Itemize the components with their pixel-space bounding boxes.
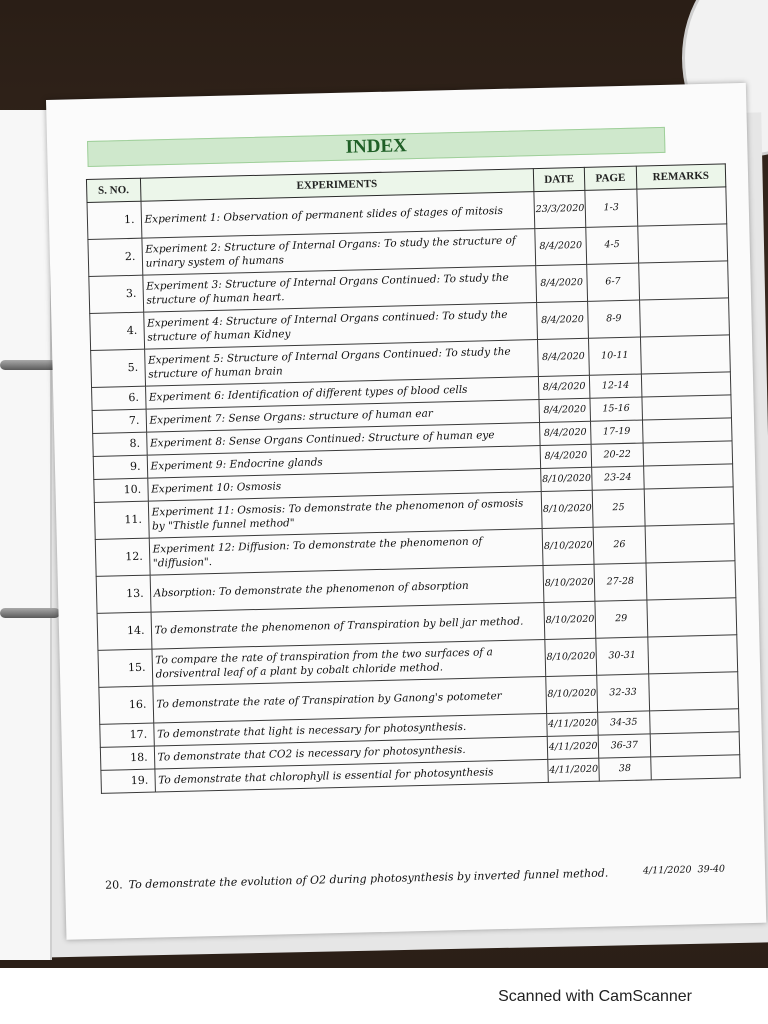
row-remarks: [649, 709, 739, 734]
row-date: 4/11/2020: [642, 864, 692, 877]
row-experiment: To demonstrate the evolution of O2 during photosynthesis by inverted funnel method.: [128, 866, 609, 892]
table-row-extra: [105, 864, 725, 893]
row-remarks: [647, 635, 737, 674]
row-experiment: Experiment 2: Structure of Internal Organs: To study the structure of urinary system of humans: [142, 229, 536, 276]
row-experiment: Experiment 11: Osmosis: To demonstrate the phenomenon of osmosis by "Thistle funnel method": [148, 492, 542, 539]
row-date: 8/10/2020: [543, 564, 595, 602]
row-date: 4/11/2020: [548, 758, 600, 782]
scanner-watermark: Scanned with CamScanner: [498, 988, 692, 1005]
row-experiment: Experiment 5: Structure of Internal Organs Continued: To study the structure of human brain: [144, 340, 538, 387]
row-date: 4/11/2020: [547, 735, 599, 759]
row-page: 36-37: [598, 734, 650, 758]
row-experiment: To demonstrate the rate of Transpiration by Ganong's potometer: [152, 676, 546, 723]
row-sno: 5.: [91, 349, 145, 387]
row-sno: 18.: [100, 746, 154, 770]
index-table: [86, 163, 741, 793]
row-date: 8/4/2020: [535, 227, 587, 265]
row-remarks: [639, 298, 729, 337]
row-remarks: [644, 487, 734, 526]
row-experiment: To demonstrate the phenomenon of Transpiration by bell jar method.: [151, 602, 545, 649]
row-page: 29: [595, 600, 647, 638]
row-experiment: Experiment 1: Observation of permanent slides of stages of mitosis: [141, 192, 535, 239]
row-sno: 12.: [95, 538, 149, 576]
row-page: 8-9: [588, 300, 640, 338]
table-body: [87, 187, 740, 793]
row-page: 34-35: [598, 711, 650, 735]
row-sno: 7.: [92, 409, 146, 433]
row-page: 1-3: [585, 189, 637, 227]
row-date: 4/11/2020: [546, 712, 598, 736]
row-date: 8/4/2020: [536, 301, 588, 339]
row-page: 15-16: [590, 397, 642, 421]
row-remarks: [642, 418, 732, 443]
row-experiment: To demonstrate that CO2 is necessary for photosynthesis.: [154, 736, 548, 769]
row-remarks: [643, 441, 733, 466]
row-date: 8/10/2020: [541, 490, 593, 528]
row-sno: 16.: [99, 686, 153, 724]
row-date: 8/10/2020: [540, 467, 592, 491]
row-sno: 6.: [92, 386, 146, 410]
row-remarks: [636, 187, 726, 226]
header-date: DATE: [533, 167, 585, 191]
row-experiment: To compare the rate of transpiration from the two surfaces of a dorsiventral leaf of a plant by cobalt chloride method.: [152, 639, 546, 686]
row-remarks: [638, 261, 728, 300]
row-page: 30-31: [596, 637, 648, 675]
header-experiments: EXPERIMENTS: [140, 169, 534, 202]
row-page: 20-22: [591, 443, 643, 467]
row-sno: 17.: [100, 723, 154, 747]
row-sno: 2.: [88, 238, 142, 276]
row-sno: 19.: [101, 769, 155, 793]
row-sno: 15.: [98, 649, 152, 687]
row-sno: 13.: [96, 575, 150, 613]
row-page: 17-19: [591, 420, 643, 444]
row-remarks: [646, 561, 736, 600]
row-page: 6-7: [587, 263, 639, 301]
row-remarks: [640, 335, 730, 374]
header-sno: S. NO.: [86, 178, 140, 202]
row-experiment: Experiment 6: Identification of different types of blood cells: [145, 377, 539, 410]
row-page: 10-11: [589, 337, 641, 375]
row-remarks: [643, 464, 733, 489]
row-sno: 9.: [93, 455, 147, 479]
row-sno: 1.: [87, 201, 141, 239]
row-experiment: Absorption: To demonstrate the phenomenon of absorption: [150, 565, 544, 612]
row-experiment: To demonstrate that light is necessary for photosynthesis.: [153, 713, 547, 746]
row-sno: 11.: [94, 501, 148, 539]
row-date: 8/4/2020: [538, 375, 590, 399]
row-page: 26: [593, 526, 645, 564]
row-page: 38: [599, 757, 651, 781]
row-remarks: [650, 732, 740, 757]
row-sno: 3.: [89, 275, 143, 313]
row-experiment: Experiment 8: Sense Organs Continued: Structure of human eye: [146, 423, 540, 456]
binder-ring: [0, 608, 60, 618]
row-sno: 8.: [93, 432, 147, 456]
row-date: 8/10/2020: [544, 601, 596, 639]
binder-ring: [0, 360, 60, 370]
row-date: 23/3/2020: [534, 190, 586, 228]
row-date: 8/4/2020: [536, 264, 588, 302]
row-remarks: [646, 598, 736, 637]
row-sno: 10.: [94, 478, 148, 502]
row-date: 8/10/2020: [542, 527, 594, 565]
left-binder-page: [0, 110, 52, 960]
row-page: 39-40: [697, 863, 726, 876]
row-remarks: [648, 672, 738, 711]
row-page: 25: [592, 489, 644, 527]
row-experiment: Experiment 4: Structure of Internal Organs continued: To study the structure of human Kidney: [143, 303, 537, 350]
row-date: 8/4/2020: [537, 338, 589, 376]
row-remarks: [642, 395, 732, 420]
row-sno: 20.: [105, 878, 123, 892]
row-remarks: [641, 372, 731, 397]
header-remarks: REMARKS: [636, 164, 726, 189]
row-experiment: Experiment 12: Diffusion: To demonstrate the phenomenon of "diffusion".: [149, 529, 543, 576]
row-remarks: [645, 524, 735, 563]
row-experiment: Experiment 9: Endocrine glands: [147, 446, 541, 479]
row-experiment: Experiment 3: Structure of Internal Organs Continued: To study the structure of human heart.: [142, 266, 536, 313]
header-page: PAGE: [585, 166, 637, 190]
row-experiment: To demonstrate that chlorophyll is essential for photosynthesis: [154, 759, 548, 792]
row-page: 27-28: [594, 563, 646, 601]
row-remarks: [650, 755, 740, 780]
row-date: 8/10/2020: [546, 675, 598, 713]
row-date: 8/4/2020: [539, 421, 591, 445]
row-experiment: Experiment 7: Sense Organs: structure of human ear: [146, 400, 540, 433]
row-experiment: Experiment 10: Osmosis: [147, 469, 541, 502]
row-page: 4-5: [586, 226, 638, 264]
row-date: 8/4/2020: [540, 444, 592, 468]
row-sno: 4.: [90, 312, 144, 350]
row-date: 8/4/2020: [539, 398, 591, 422]
index-title: INDEX: [87, 127, 665, 167]
row-page: 12-14: [590, 374, 642, 398]
row-page: 32-33: [597, 674, 649, 712]
row-sno: 14.: [97, 612, 151, 650]
row-remarks: [637, 224, 727, 263]
row-date: 8/10/2020: [545, 638, 597, 676]
index-page: [46, 83, 766, 940]
row-page: 23-24: [592, 466, 644, 490]
